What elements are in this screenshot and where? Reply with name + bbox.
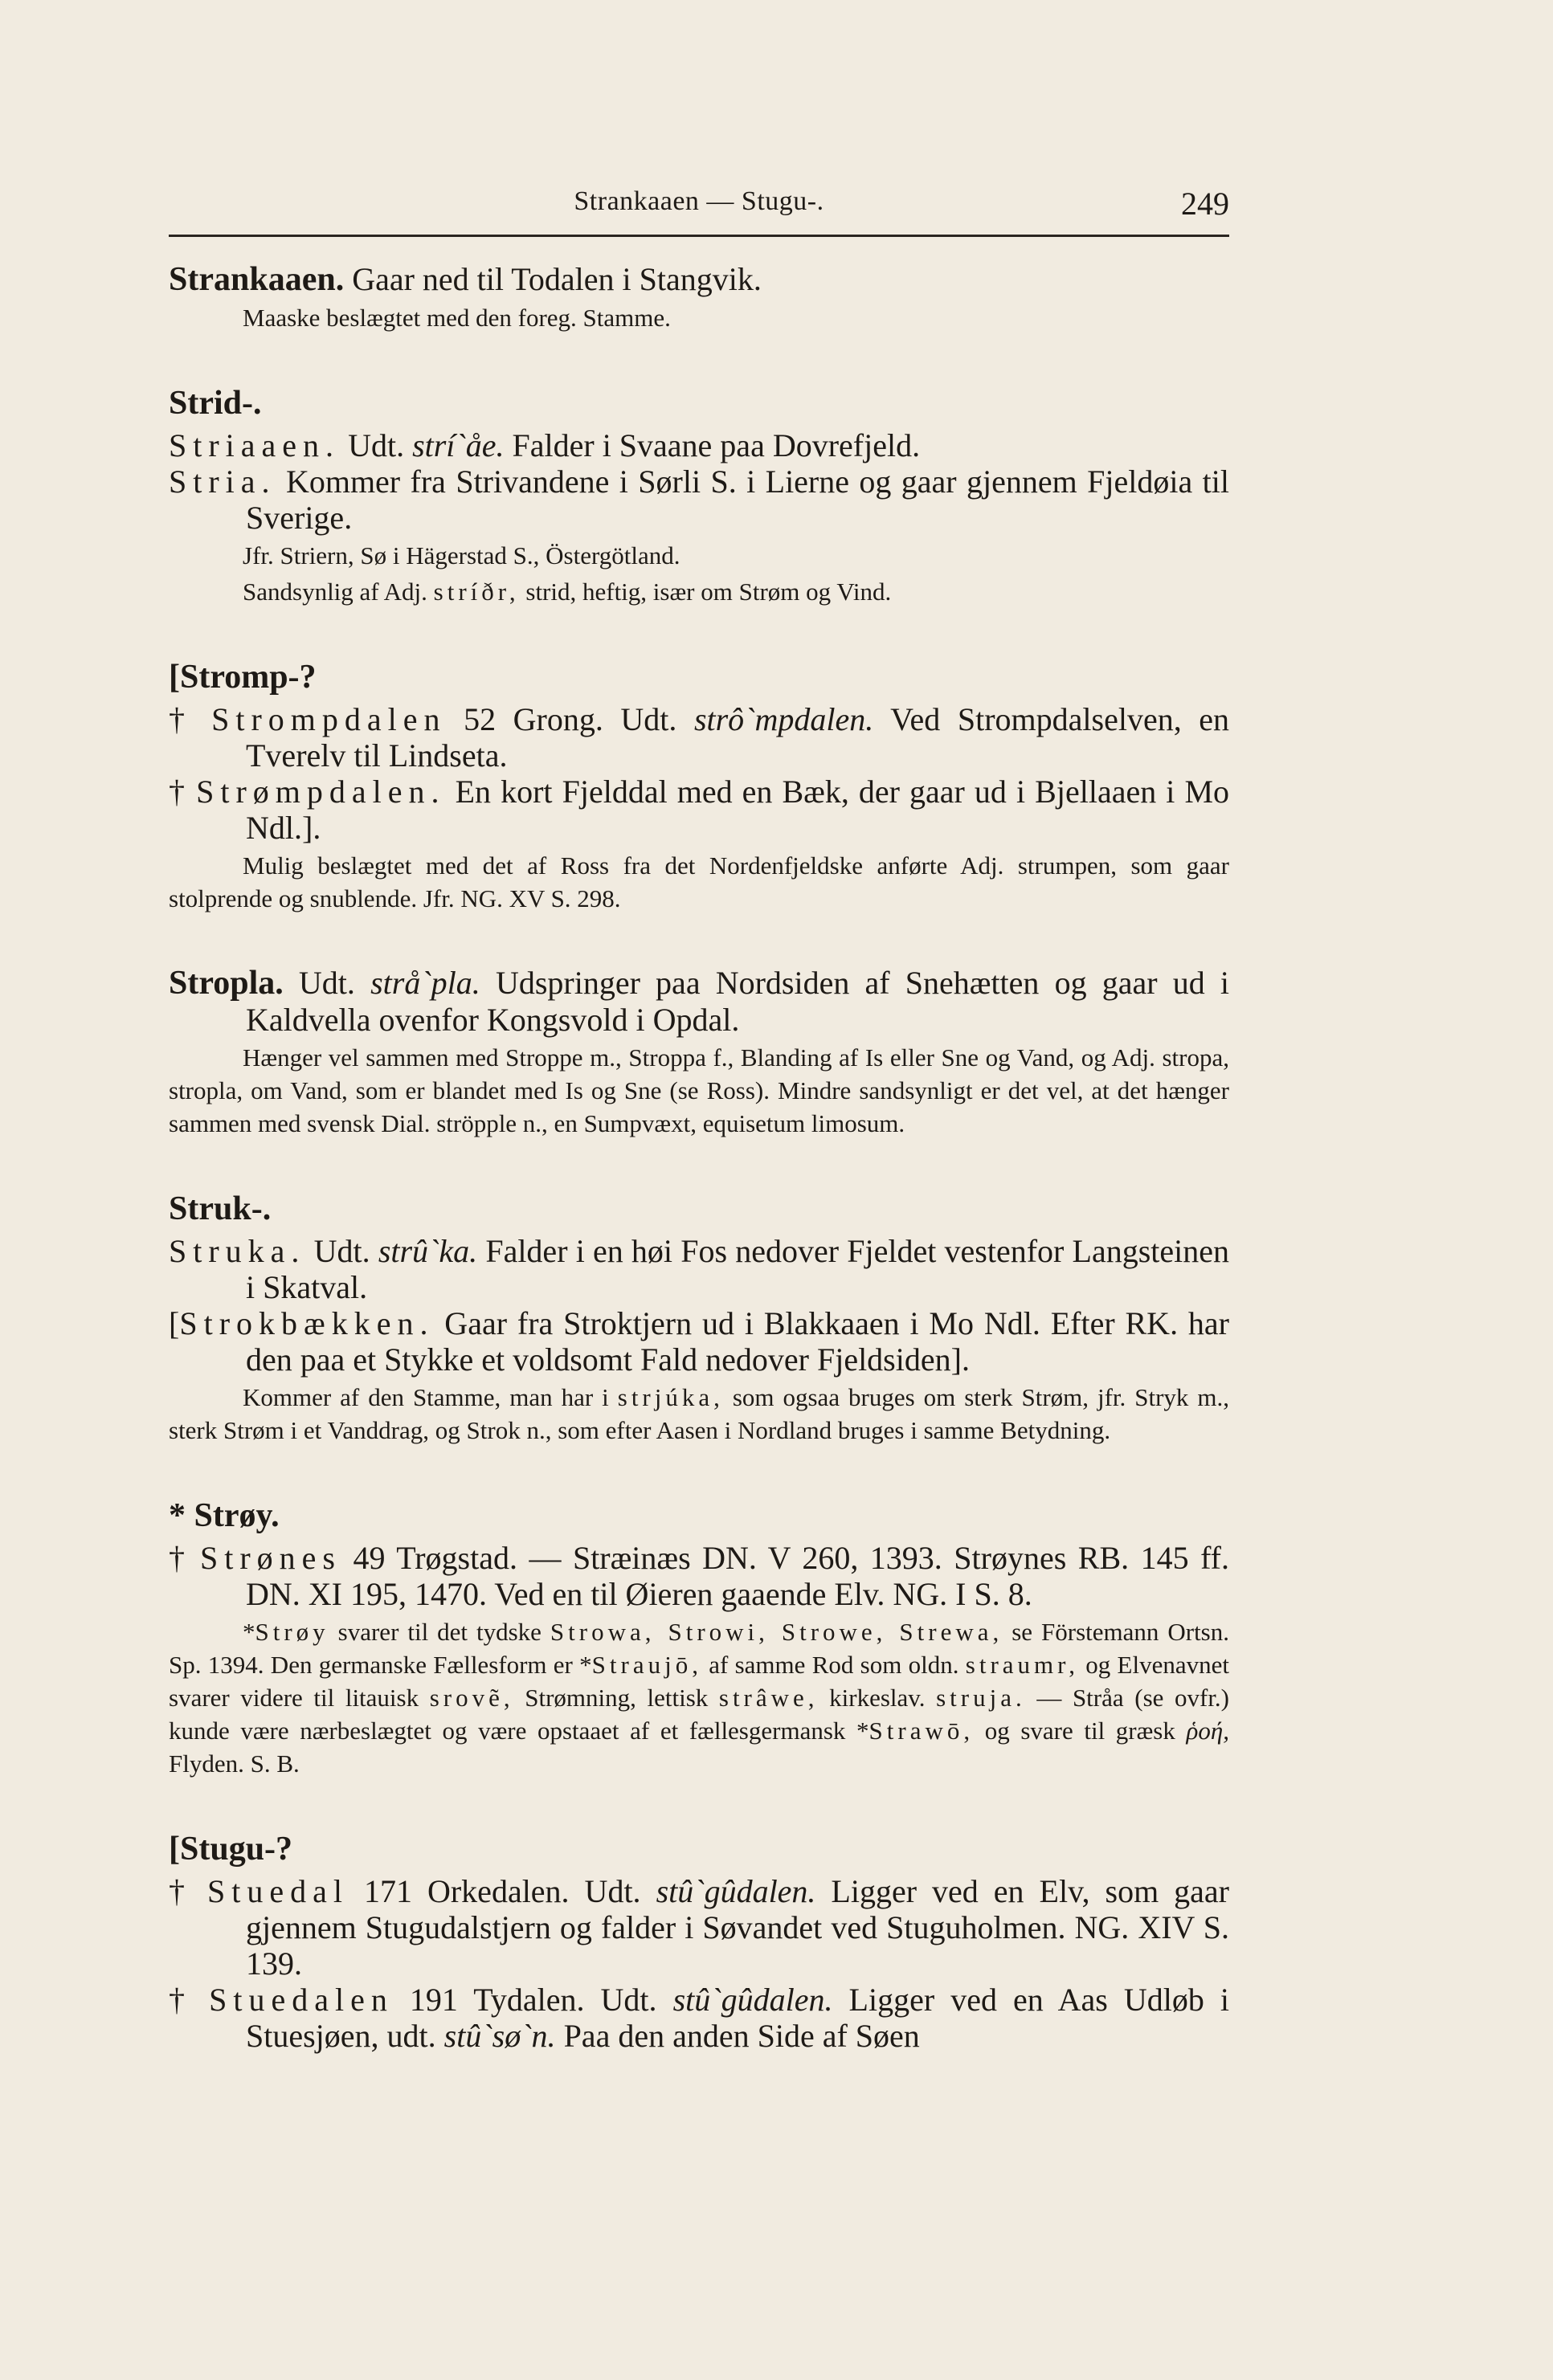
- entries-column: [169, 261, 1229, 2054]
- entry-headword: Strankaaen.: [169, 261, 345, 298]
- entry-headword: Struk-.: [169, 1190, 272, 1227]
- text-run: Udt.: [283, 965, 371, 1001]
- text-run: srovẽ,: [429, 1684, 514, 1712]
- text-run: Udt.: [340, 427, 413, 463]
- text-run: Strømning, lettisk: [513, 1684, 719, 1712]
- text-run: struja.: [936, 1684, 1026, 1712]
- text-run: 171 Orkedalen. Udt.: [348, 1873, 656, 1909]
- text-run: Falder i Svaane paa Dovrefjeld.: [504, 427, 921, 463]
- pronunciation: strí`åe.: [412, 427, 505, 463]
- text-run: kirkeslav.: [818, 1684, 937, 1712]
- text-run: Kommer fra Strivandene i Sørli S. i Lierne og gaar gjennem Fjeldøia til Sverige.: [246, 463, 1229, 536]
- text-run: 52 Grong. Udt.: [446, 701, 694, 737]
- place-name: Strønes: [199, 1540, 341, 1576]
- text-run: *: [243, 1618, 255, 1646]
- place-name: Strokbækken.: [179, 1305, 435, 1341]
- text-run: og svare til græsk: [974, 1717, 1187, 1745]
- place-name: Strømpdalen.: [196, 774, 446, 810]
- text-run: Falder i en høi Fos nedover Fjeldet vestenfor Langsteinen i Skatval.: [246, 1233, 1230, 1305]
- text-run: Gaar ned til Todalen i Stangvik.: [344, 261, 762, 297]
- text-run: Ligger ved en Aas Udløb i Stuesjøen, udt.: [246, 1982, 1230, 2054]
- entry-line: [169, 701, 1229, 774]
- entry-headword: [Stugu-?: [169, 1831, 293, 1868]
- place-name: Stria.: [169, 463, 276, 500]
- text-run: Strawō,: [868, 1717, 975, 1745]
- text-run: Ved Strompdalselven, en Tverelv til Lindseta.: [246, 701, 1229, 774]
- text-run: strâwe,: [718, 1684, 819, 1712]
- entry-line: [169, 965, 1229, 1038]
- text-run: Hænger vel sammen med Stroppe m., Stroppa f., Blanding af Is eller Sne og Vand, og Adj. stropa, stropla, om Vand, som er blandet med Is og Sne (se Ross). Mindre sandsynligt er det vel, at det hænger sammen med svensk Dial. ströpple n., en Sumpvæxt, equisetum limosum.: [169, 1043, 1229, 1137]
- text-run: af samme Rod som oldn.: [701, 1651, 966, 1679]
- pronunciation: strå`pla.: [370, 965, 480, 1001]
- dictionary-entry: [169, 658, 1229, 915]
- text-run: Paa den anden Side af Søen: [555, 2018, 920, 2054]
- entry-headword: Strid-.: [169, 385, 262, 422]
- dictionary-entry: [169, 1496, 1229, 1780]
- text-run: Udt.: [305, 1233, 378, 1269]
- entry-line: [169, 774, 1229, 846]
- text-run: †: [169, 1540, 200, 1576]
- text-run: se Förstemann Ortsn. Sp. 1394. Den germanske Fællesform er *: [169, 1618, 1229, 1679]
- entry-heading: [169, 384, 1229, 423]
- text-run: Sandsynlig af Adj.: [243, 578, 434, 606]
- entry-note: [169, 301, 1229, 334]
- entry-line: [169, 1305, 1229, 1378]
- entry-note: [169, 1381, 1229, 1447]
- text-run: 49 Trøgstad. — Stræinæs DN. V 260, 1393. Strøynes RB. 145 ff. DN. XI 195, 1470. Ved en til Øieren gaaende Elv. NG. I S. 8.: [246, 1540, 1229, 1612]
- entry-headword: * Strøy.: [169, 1497, 280, 1534]
- entry-heading: [169, 1496, 1229, 1535]
- entry-line: [169, 463, 1229, 536]
- page-number: 249: [1181, 186, 1229, 222]
- text-run: †: [169, 774, 197, 810]
- entry-heading: [169, 1190, 1229, 1228]
- text-run: strid, heftig, især om Strøm og Vind.: [519, 578, 892, 606]
- pronunciation: stû`sø`n.: [443, 2018, 556, 2054]
- pronunciation: ῥοή,: [1186, 1717, 1229, 1745]
- entry-line: [169, 427, 1229, 463]
- running-head: [169, 183, 1229, 237]
- entry-line: [169, 261, 1229, 298]
- dictionary-entry: [169, 1190, 1229, 1447]
- text-run: Strøy: [255, 1618, 329, 1646]
- text-run: †: [169, 701, 212, 737]
- text-run: Strowa, Strowi, Strowe, Strewa,: [550, 1618, 1003, 1646]
- text-run: — Stråa (se ovfr.) kunde være nærbeslægtet og være opstaaet af et fællesgermansk *: [169, 1684, 1229, 1745]
- text-run: Gaar fra Stroktjern ud i Blakkaaen i Mo Ndl. Efter RK. har den paa et Stykke et voldsomt Fald nedover Fjeldsiden].: [246, 1305, 1229, 1378]
- text-run: Maaske beslægtet med den foreg. Stamme.: [243, 304, 671, 332]
- entry-headword: Stropla.: [169, 965, 284, 1002]
- dictionary-entry: [169, 261, 1229, 334]
- place-name: Struka.: [169, 1233, 306, 1269]
- pronunciation: stû`gûdalen.: [672, 1982, 833, 2018]
- dictionary-entry: [169, 384, 1229, 608]
- text-run: Ligger ved en Elv, som gaar gjennem Stugudalstjern og falder i Søvandet ved Stuguholmen. NG. XIV S. 139.: [246, 1873, 1229, 1982]
- text-run: straumr,: [965, 1651, 1079, 1679]
- entry-note: [169, 575, 1229, 608]
- entry-note: [169, 1041, 1229, 1140]
- entry-note: [169, 1615, 1229, 1780]
- entry-heading: [169, 1830, 1229, 1868]
- entry-line: [169, 1982, 1229, 2054]
- entry-note: [169, 539, 1229, 572]
- entry-line: [169, 1233, 1229, 1305]
- running-title: Strankaaen — Stugu-.: [574, 186, 824, 216]
- text-run: Mulig beslægtet med det af Ross fra det Nordenfjeldske anførte Adj. strumpen, som gaar stolprende og snublende. Jfr. NG. XV S. 298.: [169, 851, 1229, 912]
- text-run: [: [169, 1305, 180, 1341]
- pronunciation: strô`mpdalen.: [693, 701, 874, 737]
- text-run: svarer til det tydske: [329, 1618, 550, 1646]
- place-name: Stuedal: [207, 1873, 349, 1909]
- text-run: Flyden. S. B.: [169, 1749, 300, 1778]
- text-run: og Elvenavnet svarer videre til litauisk: [169, 1651, 1229, 1712]
- text-run: Jfr. Striern, Sø i Hägerstad S., Östergötland.: [243, 541, 680, 569]
- text-run: som ogsaa bruges om sterk Strøm, jfr. Stryk m., sterk Strøm i et Vanddrag, og Strok n., som efter Aasen i Nordland bruges i samme Betydning.: [169, 1383, 1230, 1444]
- place-name: Stuedalen: [209, 1982, 394, 2018]
- text-run: strjúka,: [617, 1383, 724, 1411]
- text-run: †: [169, 1982, 210, 2018]
- text-run: Udspringer paa Nordsiden af Snehætten og gaar ud i Kaldvella ovenfor Kongsvold i Opdal.: [246, 965, 1229, 1038]
- place-name: Strompdalen: [211, 701, 447, 737]
- text-run: Straujō,: [591, 1651, 702, 1679]
- text-run: †: [169, 1873, 207, 1909]
- dictionary-entry: [169, 965, 1229, 1140]
- entry-heading: [169, 658, 1229, 696]
- entry-line: [169, 1873, 1229, 1982]
- entry-headword: [Stromp-?: [169, 659, 317, 696]
- entry-line: [169, 1540, 1229, 1612]
- text-run: 191 Tydalen. Udt.: [393, 1982, 673, 2018]
- entry-note: [169, 849, 1229, 915]
- text-run: Kommer af den Stamme, man har i: [243, 1383, 618, 1411]
- pronunciation: strû`ka.: [378, 1233, 478, 1269]
- place-name: Striaaen.: [169, 427, 341, 463]
- text-run: stríðr,: [433, 578, 520, 606]
- pronunciation: stû`gûdalen.: [656, 1873, 816, 1909]
- dictionary-entry: [169, 1830, 1229, 2054]
- text-run: En kort Fjelddal med en Bæk, der gaar ud i Bjellaaen i Mo Ndl.].: [246, 774, 1230, 846]
